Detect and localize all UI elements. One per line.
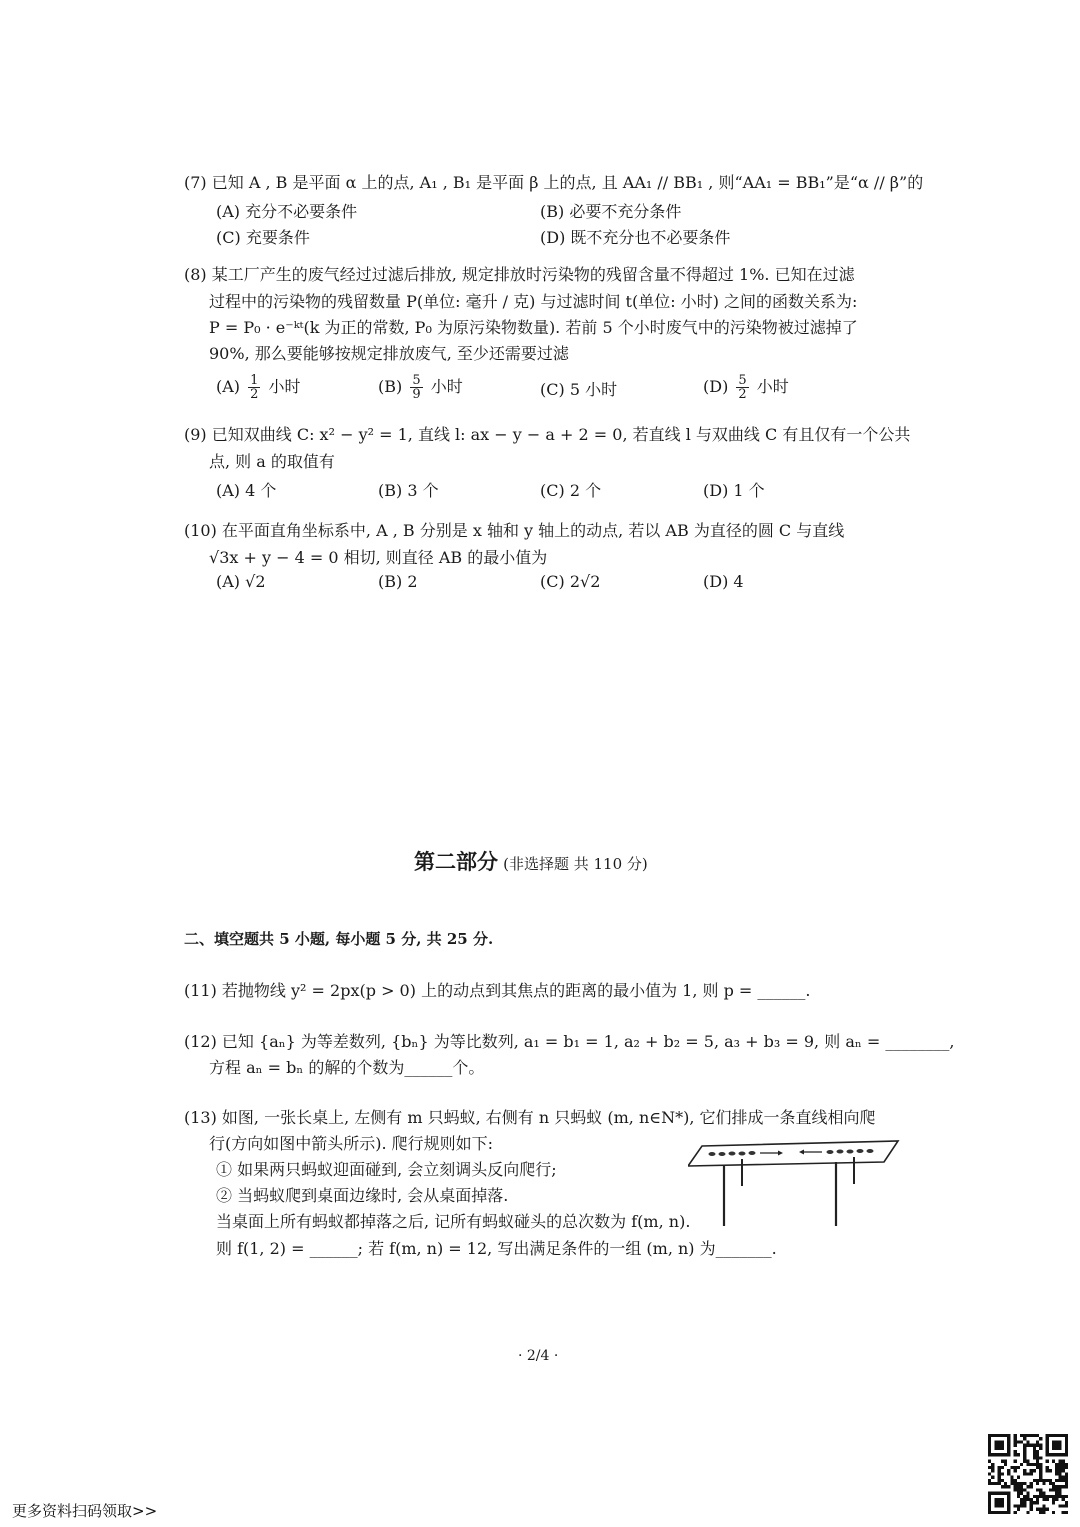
right-ants bbox=[827, 1149, 874, 1154]
question-10-line-2: √3x + y − 4 = 0 相切, 则直径 AB 的最小值为 bbox=[209, 548, 548, 567]
q8-option-b-numerator: 5 bbox=[412, 373, 421, 388]
q8-option-d-numerator: 5 bbox=[738, 373, 747, 388]
q8-option-a-denominator: 2 bbox=[250, 387, 259, 402]
question-13-line-2: 行(方向如图中箭头所示). 爬行规则如下: bbox=[209, 1134, 494, 1153]
q7-option-d: (D) 既不充分也不必要条件 bbox=[540, 228, 731, 247]
question-8-line-1: (8) 某工厂产生的废气经过过滤后排放, 规定排放时污染物的残留含量不得超过 1%. 已知在过滤 bbox=[184, 265, 855, 284]
question-11: (11) 若抛物线 y² = 2px(p > 0) 上的动点到其焦点的距离的最小值为 1, 则 p = ______. bbox=[184, 981, 811, 1000]
q8-option-b-denominator: 9 bbox=[412, 387, 421, 402]
q8-option-c-text: 5 小时 bbox=[569, 380, 618, 399]
left-arrow-icon bbox=[799, 1150, 822, 1155]
part-2-title: 第二部分 bbox=[414, 849, 498, 874]
q8-option-c-label: (C) bbox=[540, 380, 565, 399]
question-7-stem: (7) 已知 A , B 是平面 α 上的点, A₁ , B₁ 是平面 β 上的点, 且 AA₁ // BB₁ , 则“AA₁ = BB₁”是“α // β”的 bbox=[184, 173, 924, 192]
right-arrow-icon bbox=[760, 1151, 783, 1156]
left-ants bbox=[709, 1151, 756, 1156]
question-8-line-2: 过程中的污染物的残留数量 P(单位: 毫升 / 克) 与过滤时间 t(单位: 小时) 之间的函数关系为: bbox=[209, 292, 858, 311]
q8-option-b-label: (B) bbox=[378, 377, 403, 396]
q8-option-d-unit: 小时 bbox=[756, 377, 789, 396]
q8-option-a bbox=[216, 374, 301, 401]
question-9-line-1: (9) 已知双曲线 C: x² − y² = 1, 直线 l: ax − y − a + 2 = 0, 若直线 l 与双曲线 C 有且仅有一个公共 bbox=[184, 425, 911, 444]
q8-option-a-unit: 小时 bbox=[268, 377, 301, 396]
q10-option-c: (C) 2√2 bbox=[540, 572, 601, 591]
question-10-line-1: (10) 在平面直角坐标系中, A , B 分别是 x 轴和 y 轴上的动点, 若以 AB 为直径的圆 C 与直线 bbox=[184, 521, 845, 540]
question-12-line-1: (12) 已知 {aₙ} 为等差数列, {bₙ} 为等比数列, a₁ = b₁ = 1, a₂ + b₂ = 5, a₃ + b₃ = 9, 则 aₙ = ________, bbox=[184, 1032, 955, 1051]
q7-option-c: (C) 充要条件 bbox=[216, 228, 310, 247]
q10-option-d: (D) 4 bbox=[703, 572, 744, 591]
q10-option-b: (B) 2 bbox=[378, 572, 418, 591]
q8-option-a-label: (A) bbox=[216, 377, 241, 396]
question-9-line-2: 点, 则 a 的取值有 bbox=[209, 452, 335, 471]
question-8-line-3: P = P₀ · e⁻ᵏᵗ(k 为正的常数, P₀ 为原污染物数量). 若前 5 个小时废气中的污染物被过滤掉了 bbox=[209, 318, 858, 337]
q7-option-b: (B) 必要不充分条件 bbox=[540, 202, 682, 221]
part-2-note: (非选择题 共 110 分) bbox=[503, 855, 648, 873]
q8-option-a-fraction bbox=[248, 374, 260, 401]
part-2-header bbox=[414, 846, 648, 876]
page-number: · 2/4 · bbox=[518, 1348, 559, 1364]
question-8-line-4: 90%, 那么要能够按规定排放废气, 至少还需要过滤 bbox=[209, 344, 569, 363]
q8-option-a-numerator: 1 bbox=[250, 373, 259, 388]
q7-option-a: (A) 充分不必要条件 bbox=[216, 202, 358, 221]
q8-option-c bbox=[540, 378, 617, 402]
q8-option-d-fraction bbox=[736, 374, 748, 401]
fill-in-section-heading: 二、填空题共 5 小题, 每小题 5 分, 共 25 分. bbox=[184, 930, 494, 948]
q10-option-a: (A) √2 bbox=[216, 572, 266, 591]
table-ants-figure bbox=[688, 1136, 900, 1228]
q8-option-b-unit: 小时 bbox=[430, 377, 463, 396]
q8-option-d-label: (D) bbox=[703, 377, 729, 396]
q9-option-b: (B) 3 个 bbox=[378, 481, 439, 500]
question-12-line-2: 方程 aₙ = bₙ 的解的个数为______个。 bbox=[209, 1058, 485, 1077]
q9-option-a: (A) 4 个 bbox=[216, 481, 277, 500]
q8-option-d bbox=[703, 374, 789, 401]
q9-option-d: (D) 1 个 bbox=[703, 481, 765, 500]
q8-option-b bbox=[378, 374, 463, 401]
question-13-line-5: 当桌面上所有蚂蚁都掉落之后, 记所有蚂蚁碰头的总次数为 f(m, n). bbox=[216, 1212, 691, 1231]
question-13-line-6: 则 f(1, 2) = ______; 若 f(m, n) = 12, 写出满足条件的一组 (m, n) 为_______. bbox=[216, 1239, 777, 1258]
footer-text[interactable]: 更多资料扫码领取>> bbox=[12, 1502, 158, 1520]
qr-code-icon[interactable] bbox=[988, 1434, 1068, 1514]
question-13-rule-1: ① 如果两只蚂蚁迎面碰到, 会立刻调头反向爬行; bbox=[216, 1160, 557, 1179]
q9-option-c: (C) 2 个 bbox=[540, 481, 602, 500]
q8-option-d-denominator: 2 bbox=[738, 387, 747, 402]
q8-option-b-fraction bbox=[410, 374, 422, 401]
question-13-rule-2: ② 当蚂蚁爬到桌面边缘时, 会从桌面掉落. bbox=[216, 1186, 509, 1205]
question-13-line-1: (13) 如图, 一张长桌上, 左侧有 m 只蚂蚁, 右侧有 n 只蚂蚁 (m, n∈N*), 它们排成一条直线相向爬 bbox=[184, 1108, 876, 1127]
